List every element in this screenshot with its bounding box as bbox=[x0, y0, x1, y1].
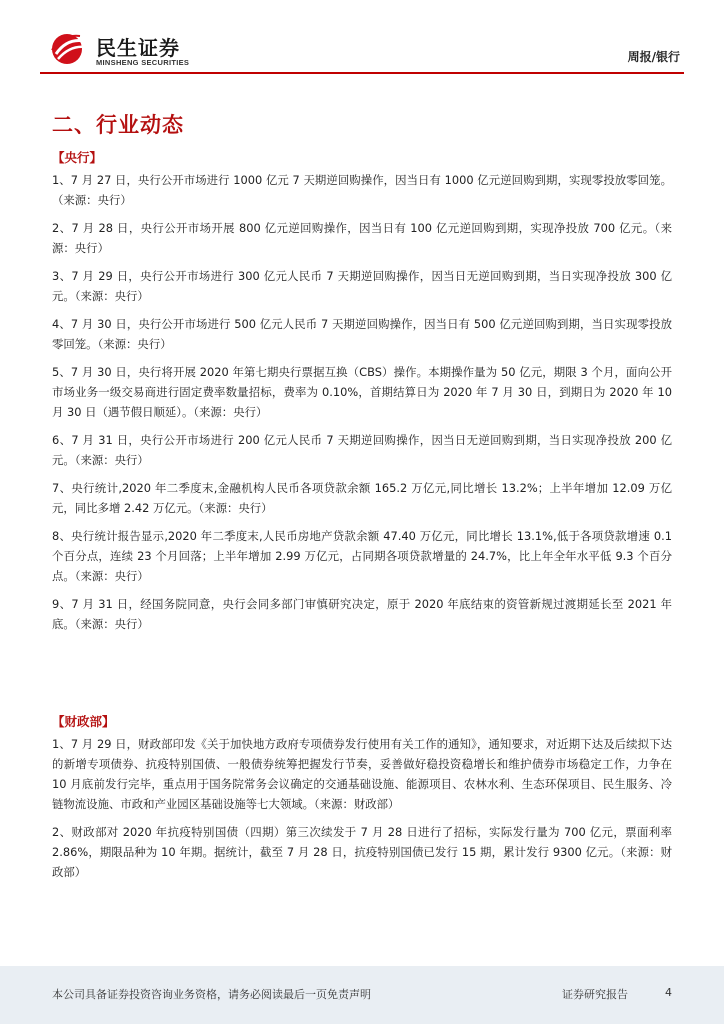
pboc-item-6: 6、7 月 31 日，央行公开市场进行 200 亿元人民币 7 天期逆回购操作，因当日无逆回购到期，当日实现净投放 200 亿元。（来源：央行） bbox=[52, 433, 672, 467]
section-title: 二、行业动态 bbox=[52, 113, 184, 137]
company-logo bbox=[50, 30, 220, 70]
minsheng-logo-icon bbox=[50, 32, 88, 66]
pboc-section bbox=[52, 148, 672, 642]
page-number: 4 bbox=[665, 986, 672, 999]
mof-section bbox=[52, 712, 672, 890]
page-header bbox=[40, 26, 684, 74]
pboc-title: 【央行】 bbox=[52, 150, 103, 165]
page-footer bbox=[0, 966, 724, 1024]
report-type: 证券研究报告 bbox=[562, 988, 628, 1001]
report-category: 周报/银行 bbox=[627, 50, 680, 64]
logo-english-name: MINSHENG SECURITIES bbox=[96, 58, 190, 67]
pboc-item-7: 7、央行统计,2020 年二季度末,金融机构人民币各项贷款余额 165.2 万亿元,同比增长 13.2%；上半年增加 12.09 万亿元，同比多增 2.42 万亿元。（来源：央行） bbox=[52, 481, 672, 515]
logo-chinese-name: 民生证券 bbox=[96, 36, 180, 60]
mof-item-1: 1、7 月 29 日，财政部印发《关于加快地方政府专项债券发行使用有关工作的通知》，通知要求，对近期下达及后续拟下达的新增专项债券、抗疫特别国债、一般债券统筹把握发行节奏，妥善做好稳投资稳增长和维护债券市场稳定工作，力争在 10 月底前发行完毕，重点用于国务院常务会议确定的交通基础设施、能源项目、农林水利、生态环保项目、民生服务、冷链物流设施、市政和产业园区基础设施等七大领域。（来源：财政部） bbox=[52, 737, 672, 811]
pboc-item-8: 8、央行统计报告显示,2020 年二季度末,人民币房地产贷款余额 47.40 万亿元，同比增长 13.1%,低于各项贷款增速 0.1 个百分点，连续 23 个月回落；上半年增加 2.99 万亿元，占同期各项贷款增量的 24.7%，比上年全年水平低 9.3 个百分点。（来源：央行） bbox=[52, 529, 672, 583]
pboc-item-9: 9、7 月 31 日，经国务院同意，央行会同多部门审慎研究决定，原于 2020 年底结束的资管新规过渡期延长至 2021 年底。（来源：央行） bbox=[52, 597, 672, 631]
pboc-item-4: 4、7 月 30 日，央行公开市场进行 500 亿元人民币 7 天期逆回购操作，因当日有 500 亿元逆回购到期，当日实现零投放零回笼。（来源：央行） bbox=[52, 317, 672, 351]
mof-item-2: 2、财政部对 2020 年抗疫特别国债（四期）第三次续发于 7 月 28 日进行了招标，实际发行量为 700 亿元，票面利率 2.86%，期限品种为 10 年期。据统计，截至 7 月 28 日，抗疫特别国债已发行 15 期，累计发行 9300 亿元。（来源：财政部） bbox=[52, 825, 672, 879]
pboc-item-3: 3、7 月 29 日，央行公开市场进行 300 亿元人民币 7 天期逆回购操作，因当日无逆回购到期，当日实现净投放 300 亿元。（来源：央行） bbox=[52, 269, 672, 303]
pboc-item-2: 2、7 月 28 日，央行公开市场开展 800 亿元逆回购操作，因当日有 100 亿元逆回购到期，实现净投放 700 亿元。（来源：央行） bbox=[52, 221, 672, 255]
mof-title: 【财政部】 bbox=[52, 714, 115, 729]
pboc-item-5: 5、7 月 30 日，央行将开展 2020 年第七期央行票据互换（CBS）操作。本期操作量为 50 亿元，期限 3 个月，面向公开市场业务一级交易商进行固定费率数量招标，费率为 0.10%，首期结算日为 2020 年 7 月 30 日，到期日为 2020 年 10 月 30 日（遇节假日顺延）。（来源：央行） bbox=[52, 365, 672, 419]
disclaimer-text: 本公司具备证券投资咨询业务资格，请务必阅读最后一页免责声明 bbox=[52, 988, 371, 1001]
pboc-item-1: 1、7 月 27 日，央行公开市场进行 1000 亿元 7 天期逆回购操作，因当日有 1000 亿元逆回购到期，实现零投放零回笼。（来源：央行） bbox=[52, 173, 672, 207]
